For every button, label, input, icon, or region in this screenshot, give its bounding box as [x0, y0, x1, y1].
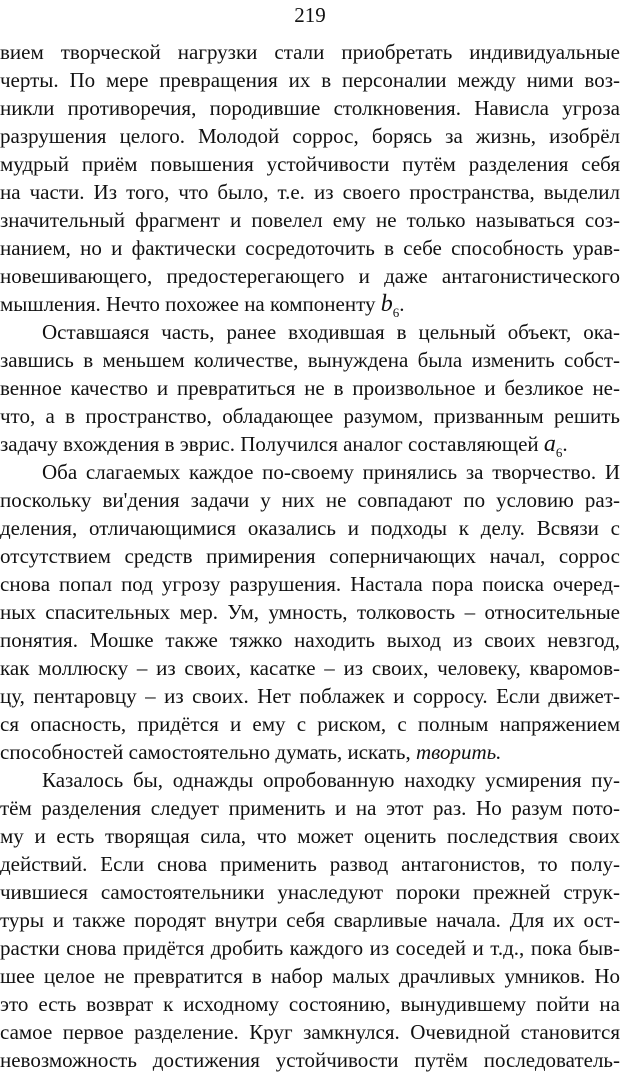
text-line: значительный фрагмент и повелел ему не только называться соз- — [0, 208, 620, 232]
math-letter-a: a — [543, 431, 556, 457]
line-text: мышления. Нечто похожее на компоненту — [0, 292, 376, 316]
text-line: цу, пентаровцу – из своих. Нет поблажек и сорросу. Если движет- — [0, 684, 620, 708]
period: . — [399, 292, 405, 316]
text-line: ся опасность, придётся и ему с риском, с полным напряжением — [0, 712, 620, 736]
math-subscript: 6 — [555, 444, 563, 460]
text-line: черты. По мере превращения их в персоналии между ними воз- — [0, 68, 620, 92]
paragraph-first-line: Оба слагаемых каждое по-своему принялись за творчество. И — [42, 460, 620, 484]
text-line: никли противоречия, породившие столкновения. Нависла угроза — [0, 96, 620, 120]
text-line: новешивающего, предостерегающего и даже антагонистического — [0, 264, 620, 288]
text-line: разрушения целого. Молодой соррос, борясь за жизнь, изобрёл — [0, 124, 620, 148]
text-line: отсутствием средств примирения соперничающих начал, соррос — [0, 544, 620, 568]
line-text: задачу вхождения в эврис. Получился аналог составляющей — [0, 432, 539, 456]
line-text: способностей самостоятельно думать, искать, — [0, 740, 411, 764]
text-line: действий. Если снова применить развод антагонистов, то полу- — [0, 852, 620, 876]
math-b6 — [380, 291, 400, 320]
text-line: на части. Из того, что было, т.е. из своего пространства, выделил — [0, 180, 620, 204]
text-line — [0, 738, 620, 766]
text-line: самое первое разделение. Круг замкнулся. Очевидной становится — [0, 1020, 620, 1044]
text-line: венное качество и превратиться не в произвольное и безликое не- — [0, 376, 620, 400]
text-line: вием творческой нагрузки стали приобретать индивидуальные — [0, 40, 620, 64]
paragraph-first-line: Оставшаяся часть, ранее входившая в цельный объект, ока- — [42, 320, 620, 344]
text-line: шее целое не превратится в набор малых драчливых умников. Но — [0, 964, 620, 988]
text-line: снова попал под угрозу разрушения. Настала пора поиска очеред- — [0, 572, 620, 596]
period: . — [562, 432, 568, 456]
text-line: невозможность достижения устойчивости путём последователь- — [0, 1048, 620, 1072]
text-line: завшись в меньшем количестве, вынуждена была изменить собст- — [0, 348, 620, 372]
paragraph-first-line: Казалось бы, однажды опробованную находку усмирения пу- — [42, 768, 620, 792]
text-line: как моллюску – из своих, касатке – из своих, человеку, кваромов- — [0, 656, 620, 680]
text-line: ных спасительных мер. Ум, умность, толковость – относительные — [0, 600, 620, 624]
math-letter-b: b — [380, 291, 393, 317]
math-a6 — [543, 431, 563, 460]
text-line: чившиеся самостоятельники унаследуют пороки прежней струк- — [0, 880, 620, 904]
italic-word: творить. — [415, 740, 502, 764]
text-line: понятия. Мошке также тяжко находить выход из своих невзгод, — [0, 628, 620, 652]
text-line: это есть возврат к исходному состоянию, вынудившему пойти на — [0, 992, 620, 1016]
text-line: тём разделения следует применить и на этот раз. Но разум пото- — [0, 796, 620, 820]
text-line: растки снова придётся дробить каждого из соседей и т.д., пока быв- — [0, 936, 620, 960]
text-line: мудрый приём повышения устойчивости путём разделения себя — [0, 152, 620, 176]
text-line: поскольку ви'дения задачи у них не совпадают по условию раз- — [0, 488, 620, 512]
text-line: деления, отличающимися оказались и подходы к делу. Всвязи с — [0, 516, 620, 540]
page-number: 219 — [294, 3, 326, 27]
text-line: нанием, но и фактически сосредоточить в себе способность урав- — [0, 236, 620, 260]
text-line: му и есть творящая сила, что может оценить последствия своих — [0, 824, 620, 848]
math-subscript: 6 — [392, 304, 400, 320]
text-line: туры и также породят внутри себя сварливые начала. Для их ост- — [0, 908, 620, 932]
text-line: что, а в пространство, обладающее разумом, призванным решить — [0, 404, 620, 428]
